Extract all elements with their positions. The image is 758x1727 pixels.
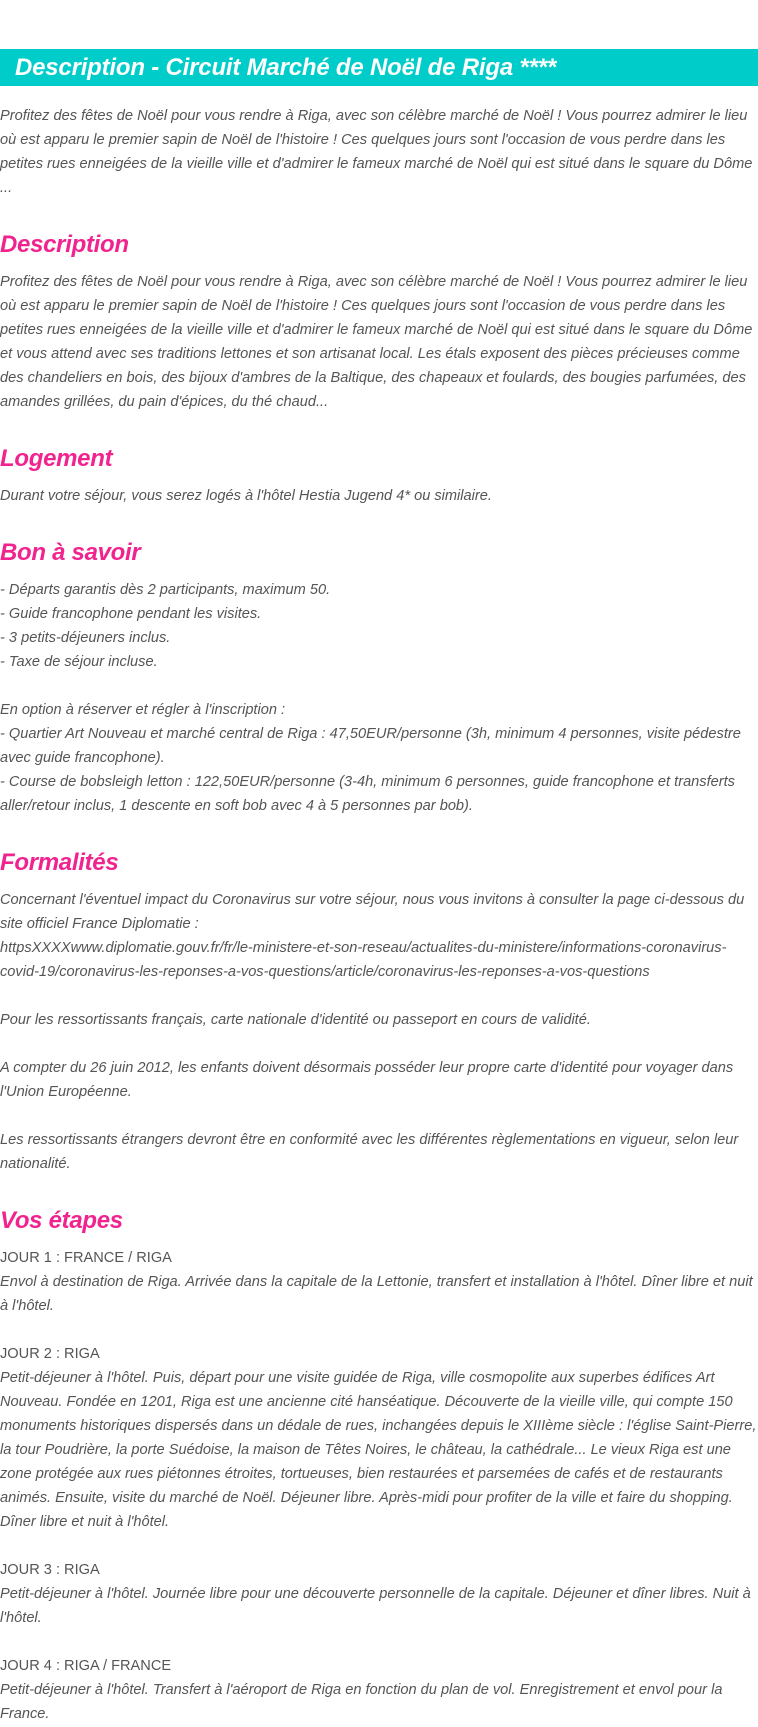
id-requirement-text: Pour les ressortissants français, carte nationale d'identité ou passeport en cours de validité. (0, 1012, 591, 1028)
etapes-heading: Vos étapes (0, 1207, 123, 1234)
list-item: - Taxe de séjour incluse. (0, 654, 158, 670)
section-description (0, 230, 758, 414)
section-etapes (0, 1206, 758, 1726)
section-formalites (0, 848, 758, 1176)
section-bon-a-savoir (0, 538, 758, 818)
day-title: JOUR 2 : RIGA (0, 1346, 100, 1362)
option-item: - Quartier Art Nouveau et marché central de Riga : 47,50EUR/personne (3h, minimum 4 personnes, visite pédestre avec guide francophone). (0, 726, 741, 766)
formalites-heading: Formalités (0, 849, 119, 876)
day-title: JOUR 4 : RIGA / FRANCE (0, 1658, 172, 1674)
list-item: - 3 petits-déjeuners inclus. (0, 630, 171, 646)
intro-text: Profitez des fêtes de Noël pour vous rendre à Riga, avec son célèbre marché de Noël ! Vous pourrez admirer le lieu où est apparu le premier sapin de Noël de l'histoire ! Ces quelques jours sont l'occasion de vous perdre dans les petites rues enneigées de la vieille ville et d'admirer le fameux marché de Noël qui est situé dans le square du Dôme ... (0, 108, 753, 196)
title-banner (0, 49, 758, 86)
day-text: Petit-déjeuner à l'hôtel. Transfert à l'aéroport de Riga en fonction du plan de vol. Enregistrement et envol pour la France. (0, 1682, 723, 1722)
description-heading: Description (0, 231, 129, 258)
foreign-nationals-text: Les ressortissants étrangers devront être en conformité avec les différentes règlementations en vigueur, selon leur nationalité. (0, 1132, 739, 1172)
option-item: - Course de bobsleigh letton : 122,50EUR/personne (3-4h, minimum 6 personnes, guide francophone et transferts aller/retour inclus, 1 descente en soft bob avec 4 à 5 personnes par bob). (0, 774, 735, 814)
options-intro: En option à réserver et régler à l'inscription : (0, 702, 286, 718)
day-text: Petit-déjeuner à l'hôtel. Puis, départ pour une visite guidée de Riga, ville cosmopolite aux superbes édifices Art Nouveau. Fondée en 1201, Riga est une ancienne cité hanséatique. Découverte de la vieille ville, qui compte 150 monuments historiques dispersés dans un dédale de rues, inchangées depuis le XIIIème siècle : l'église Saint-Pierre, la tour Poudrière, la porte Suédoise, la maison de Têtes Noires, le château, la cathédrale... Le vieux Riga est une zone protégée aux rues piétonnes étroites, tortueuses, bien restaurées et parsemées de cafés et de restaurants animés. Ensuite, visite du marché de Noël. Déjeuner libre. Après-midi pour profiter de la ville et faire du shopping. Dîner libre et nuit à l'hôtel. (0, 1370, 757, 1530)
logement-heading: Logement (0, 445, 113, 472)
day-title: JOUR 3 : RIGA (0, 1562, 100, 1578)
day-text: Envol à destination de Riga. Arrivée dans la capitale de la Lettonie, transfert et installation à l'hôtel. Dîner libre et nuit à l'hôtel. (0, 1274, 753, 1314)
covid-text: Concernant l'éventuel impact du Coronavirus sur votre séjour, nous vous invitons à consulter la page ci-dessous du site officiel France Diplomatie : (0, 892, 745, 932)
day-text: Petit-déjeuner à l'hôtel. Journée libre pour une découverte personnelle de la capitale. Déjeuner et dîner libres. Nuit à l'hôtel. (0, 1586, 751, 1626)
list-item: - Guide francophone pendant les visites. (0, 606, 262, 622)
main-content (0, 104, 758, 1726)
children-id-text: A compter du 26 juin 2012, les enfants doivent désormais posséder leur propre carte d'identité pour voyager dans l'Union Européenne. (0, 1060, 734, 1100)
logement-text: Durant votre séjour, vous serez logés à l'hôtel Hestia Jugend 4* ou similaire. (0, 488, 492, 504)
covid-link: httpsXXXXwww.diplomatie.gouv.fr/fr/le-ministere-et-son-reseau/actualites-du-ministere/informations-coronavirus-covid-19/coronavirus-les-reponses-a-vos-questions/article/coronavirus-les-reponses-a-vos-questions (0, 940, 727, 980)
day-title: JOUR 1 : FRANCE / RIGA (0, 1250, 172, 1266)
bon-a-savoir-heading: Bon à savoir (0, 539, 141, 566)
description-text: Profitez des fêtes de Noël pour vous rendre à Riga, avec son célèbre marché de Noël ! Vous pourrez admirer le lieu où est apparu le premier sapin de Noël de l'histoire ! Ces quelques jours sont l'occasion de vous perdre dans les petites rues enneigées de la vieille ville et d'admirer le fameux marché de Noël qui est situé dans le square du Dôme et vous attend avec ses traditions lettones et son artisanat local. Les étals exposent des pièces précieuses comme des chandeliers en bois, des bijoux d'ambres de la Baltique, des chapeaux et foulards, des bougies parfumées, des amandes grillées, du pain d'épices, du thé chaud... (0, 274, 753, 410)
section-logement (0, 444, 758, 508)
page-title: Description - Circuit Marché de Noël de Riga **** (15, 53, 556, 81)
list-item: - Départs garantis dès 2 participants, maximum 50. (0, 582, 331, 598)
